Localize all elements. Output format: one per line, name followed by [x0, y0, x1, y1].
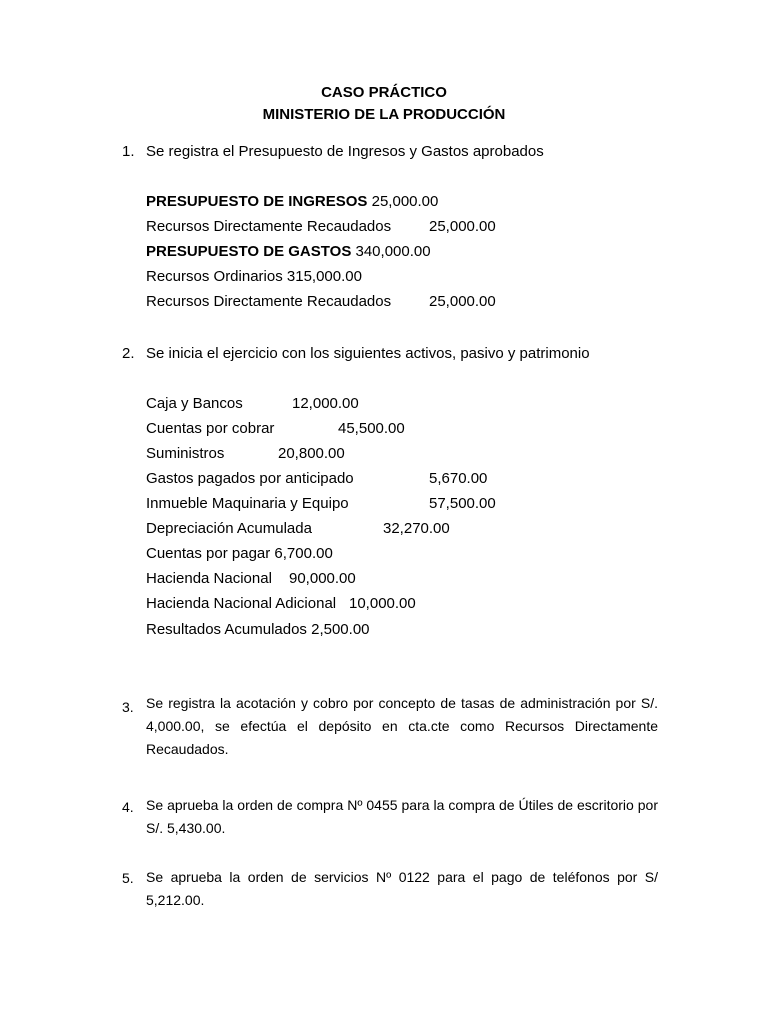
ro-value: 315,000.00: [286, 268, 362, 285]
balance-label: Resultados Acumulados: [146, 621, 307, 638]
rdr1-value: 25,000.00: [429, 218, 496, 235]
item-2-text: Se inicia el ejercicio con los siguientes activos, pasivo y patrimonio: [146, 345, 590, 362]
balance-row: [146, 621, 370, 639]
item-4-text: Se aprueba la orden de compra Nº 0455 para la compra de Útiles de escritorio por S/. 5,430.00.: [146, 797, 658, 836]
item-4-number: 4.: [122, 799, 134, 815]
balance-value: 12,000.00: [292, 395, 359, 412]
balance-label: Inmueble Maquinaria y Equipo: [146, 495, 349, 512]
ingresos-value: 25,000.00: [371, 193, 439, 210]
rdr2-value: 25,000.00: [429, 293, 496, 310]
gastos-row: [146, 243, 431, 261]
balance-label: Cuentas por cobrar: [146, 420, 275, 437]
page-subtitle: MINISTERIO DE LA PRODUCCIÓN: [262, 106, 506, 123]
balance-value: 32,270.00: [383, 520, 450, 537]
item-1-text: Se registra el Presupuesto de Ingresos y Gastos aprobados: [146, 143, 544, 160]
gastos-label: PRESUPUESTO DE GASTOS: [146, 243, 352, 260]
rdr2-label: Recursos Directamente Recaudados: [146, 293, 392, 310]
balance-value: 10,000.00: [349, 595, 416, 612]
ro-label: Recursos Ordinarios: [146, 268, 283, 285]
item-2-number: 2.: [122, 345, 135, 362]
balance-label: Cuentas por pagar: [146, 545, 271, 562]
balance-value: 2,500.00: [311, 621, 370, 638]
balance-value: 45,500.00: [338, 420, 405, 437]
item-3-text: Se registra la acotación y cobro por concepto de tasas de administración por S/. 4,000.00, se efectúa el depósito en cta.cte como Recursos Directamente Recaudados.: [146, 695, 658, 757]
item-5-text: Se aprueba la orden de servicios Nº 0122 para el pago de teléfonos por S/ 5,212.00.: [146, 869, 658, 908]
item-1-number: 1.: [122, 143, 135, 160]
ro-row: [146, 268, 362, 286]
balance-value: 20,800.00: [278, 445, 345, 462]
page-title: CASO PRÁCTICO: [321, 84, 447, 101]
balance-label: Hacienda Nacional Adicional: [146, 595, 337, 612]
rdr1-label: Recursos Directamente Recaudados: [146, 218, 392, 235]
ingresos-row: [146, 193, 438, 211]
balance-value: 57,500.00: [429, 495, 496, 512]
balance-value: 5,670.00: [429, 470, 488, 487]
item-5-number: 5.: [122, 870, 134, 886]
balance-label: Suministros: [146, 445, 225, 462]
gastos-value: 340,000.00: [355, 243, 431, 260]
balance-row: [146, 545, 333, 563]
balance-label: Depreciación Acumulada: [146, 520, 312, 537]
balance-label: Caja y Bancos: [146, 395, 243, 412]
item-3-number: 3.: [122, 699, 134, 715]
balance-label: Hacienda Nacional: [146, 570, 272, 587]
balance-label: Gastos pagados por anticipado: [146, 470, 354, 487]
ingresos-label: PRESUPUESTO DE INGRESOS: [146, 193, 368, 210]
balance-value: 90,000.00: [289, 570, 356, 587]
balance-value: 6,700.00: [274, 545, 333, 562]
